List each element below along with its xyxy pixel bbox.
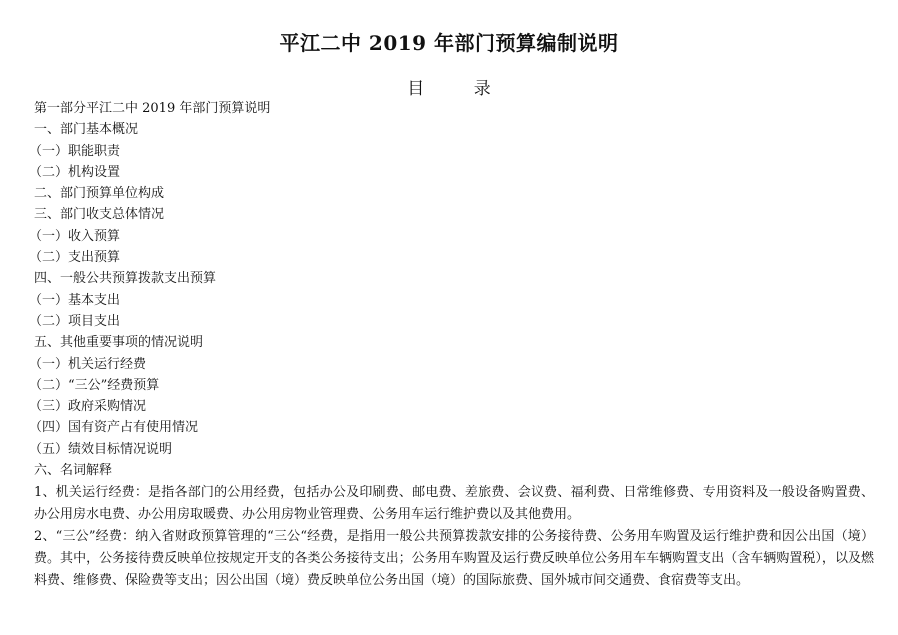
toc-item: （二）项目支出 [29, 313, 121, 329]
glossary-paragraph: 1、机关运行经费：是指各部门的公用经费，包括办公及印刷费、邮电费、差旅费、会议费、福利费、日常维修费、专用资料及一般设备购置费、办公用房水电费、办公用房取暖费、办公用房物业管理费、公务用车运行维护费以及其他费用。 [34, 485, 874, 522]
toc-item: （一）收入预算 [29, 228, 121, 244]
toc-item: （一）机关运行经费 [29, 356, 147, 372]
toc-item: （二）机构设置 [29, 164, 121, 180]
table-of-contents [29, 98, 874, 481]
toc-item: 二、部门预算单位构成 [34, 186, 165, 202]
toc-item: 第一部分平江二中 2019 年部门预算说明 [34, 101, 271, 116]
glossary-paragraphs [34, 482, 874, 592]
toc-heading: 目 录 [407, 79, 513, 99]
toc-item: （四）国有资产占有使用情况 [29, 420, 199, 436]
toc-item: （二）“三公”经费预算 [29, 377, 160, 393]
toc-item: 六、名词解释 [34, 463, 113, 479]
glossary-paragraph: 2、“三公”经费：纳入省财政预算管理的“三公“经费，是指用一般公共预算拨款安排的公务接待费、公务用车购置及运行维护费和因公出国（境）费。其中，公务接待费反映单位按规定开支的各类公务接待支出；公务用车购置及运行费反映单位公务用车车辆购置支出（含车辆购置税），以及燃料费、维修费、保险费等支出；因公出国（境）费反映单位公务出国（境）的国际旅费、国外城市间交通费、食宿费等支出。 [34, 529, 874, 588]
toc-item: 一、部门基本概况 [34, 122, 139, 138]
toc-item: （一）基本支出 [29, 292, 121, 308]
toc-item: （三）政府采购情况 [29, 399, 147, 415]
document-title: 平江二中 2019 年部门预算编制说明 [279, 31, 619, 55]
toc-item: 四、一般公共预算拨款支出预算 [34, 271, 217, 287]
toc-item: 三、部门收支总体情况 [34, 207, 165, 223]
toc-item: 五、其他重要事项的情况说明 [34, 335, 204, 351]
toc-item: （一）职能职责 [29, 143, 121, 159]
toc-item: （二）支出预算 [29, 250, 121, 266]
toc-item: （五）绩效目标情况说明 [29, 441, 173, 457]
